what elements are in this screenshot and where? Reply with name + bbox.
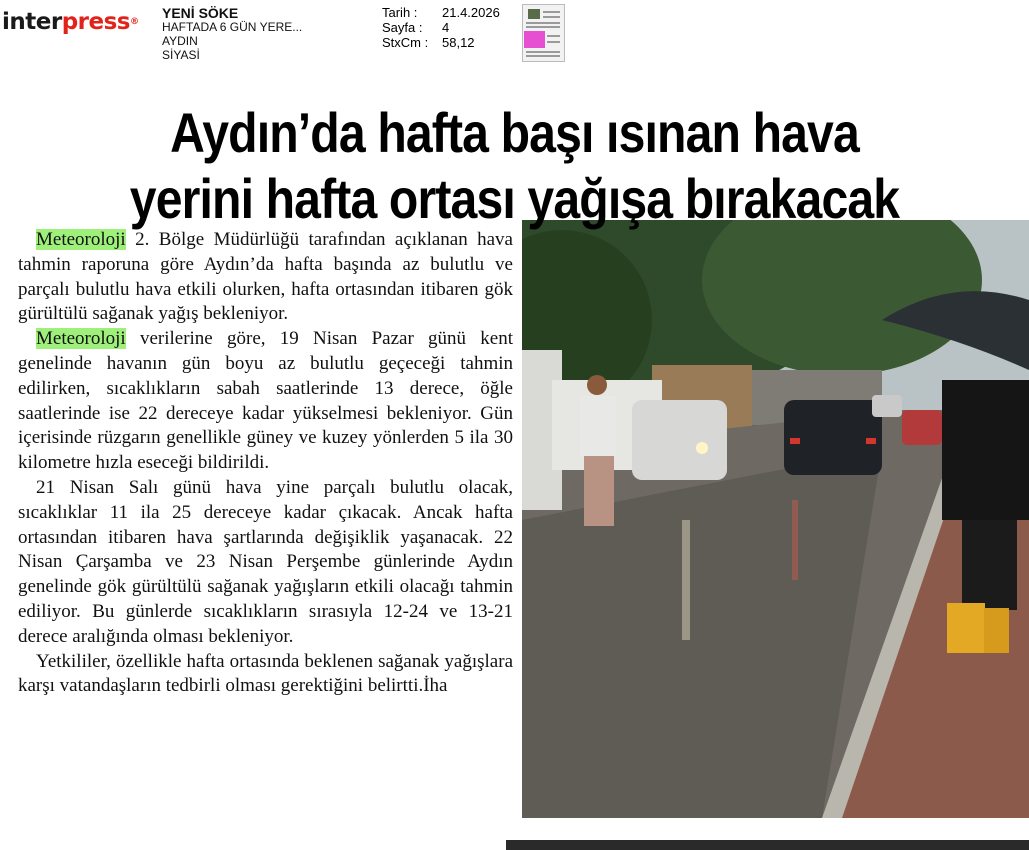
car-headlight xyxy=(696,442,708,454)
person-trousers xyxy=(962,520,1017,610)
size-label: StxCm : xyxy=(382,35,429,50)
pedestrian-legs xyxy=(584,456,614,526)
yellow-boot xyxy=(947,603,985,653)
interpress-logo: interpress® xyxy=(2,9,139,35)
paragraph-text: 2. Bölge Müdürlüğü tarafından açıklanan hava tahmin raporuna göre Aydın’da hafta başında az bulutlu ve parçalı bulutlu hava etkili olurken, hafta ortasından itibaren gök gürültülü sağanak yağış bekleniyor. xyxy=(18,229,513,325)
cropped-previous-text xyxy=(18,64,208,78)
car-taillight xyxy=(866,438,876,444)
paragraph-2 xyxy=(18,327,513,476)
dark-car xyxy=(784,400,882,475)
clip-info-left xyxy=(162,6,302,62)
thumbnail-text-line xyxy=(547,41,560,43)
thumbnail-text-line xyxy=(526,51,560,53)
car-taillight xyxy=(790,438,800,444)
page-value: 4 xyxy=(442,20,450,35)
date-value: 21.4.2026 xyxy=(442,5,500,20)
thumbnail-text-line xyxy=(526,22,560,24)
person-coat xyxy=(942,380,1029,520)
page-label: Sayfa : xyxy=(382,20,423,35)
paragraph-1 xyxy=(18,228,513,327)
highlighted-keyword: Meteoroloji xyxy=(36,328,126,350)
clip-meta-keys xyxy=(382,5,428,50)
thumbnail-text-line xyxy=(543,16,560,18)
photo-illustration xyxy=(522,220,1029,818)
paragraph-3: 21 Nisan Salı günü hava yine parçalı bulutlu olacak, sıcaklıklar 11 ila 25 dereceye kadar çıkacak. Ancak hafta ortasından itibaren hava şartlarında değişiklik yaşanacak. 22 Nisan Çarşamba ve 23 Nisan Perşembe günlerinde Aydın genelinde gök gürültülü sağanak yağışların etkili olacağı tahmin ediliyor. Bu günlerde sıcaklıkların sırasıyla 12-24 ve 13-21 derece aralığında olması bekleniyor. xyxy=(18,476,513,647)
thumbnail-article-highlight xyxy=(524,31,545,48)
page-thumbnail[interactable] xyxy=(522,4,565,62)
light-reflection xyxy=(792,500,798,580)
size-value: 58,12 xyxy=(442,35,475,50)
paragraph-4: Yetkililer, özellikle hafta ortasında beklenen sağanak yağışlara karşı vatandaşların tedbirli olması gerektiğini belirtti.İha xyxy=(18,650,513,697)
publication-name: YENİ SÖKE xyxy=(162,5,239,21)
headline-line-1: Aydın’da hafta başı ısınan hava xyxy=(170,101,859,164)
highlighted-keyword: Meteoroloji xyxy=(36,229,126,250)
date-label: Tarih : xyxy=(382,5,418,20)
article-body xyxy=(18,228,513,699)
flooded-street-photo xyxy=(522,220,1029,818)
pedestrian-shirt xyxy=(580,396,616,456)
thumbnail-text-line xyxy=(526,26,560,28)
thumbnail-text-line xyxy=(547,35,560,37)
headline-line-2: yerini hafta ortası yağışa bırakacak xyxy=(129,167,900,230)
clip-meta-values xyxy=(442,5,500,50)
category-label: SİYASİ xyxy=(162,48,200,62)
paragraph-text: verilerine göre, 19 Nisan Pazar günü kent genelinde havanın gün boyu az bulutlu geçeceği tahmin edilirken, sıcaklıkların sabah saatlerinde 13 derece, öğle saatlerinde ise 22 dereceye kadar yükselmesi bekleniyor. Gün içerisinde rüzgarın genellikle güney ve kuzey yönlerden 5 ila 30 kilometre hızla eseceği bildirildi. xyxy=(18,328,513,474)
distant-car xyxy=(902,410,942,445)
white-car xyxy=(632,400,727,480)
yellow-boot xyxy=(984,608,1009,653)
thumbnail-text-line xyxy=(526,55,560,57)
thumbnail-photo xyxy=(528,9,540,19)
headline xyxy=(72,100,957,232)
distant-car xyxy=(872,395,902,417)
city-label: AYDIN xyxy=(162,34,198,48)
next-article-strip xyxy=(506,840,1029,850)
pedestrian-head xyxy=(587,375,607,395)
light-reflection xyxy=(682,520,690,640)
thumbnail-text-line xyxy=(543,11,560,13)
article-short-title: HAFTADA 6 GÜN YERE... xyxy=(162,20,303,34)
